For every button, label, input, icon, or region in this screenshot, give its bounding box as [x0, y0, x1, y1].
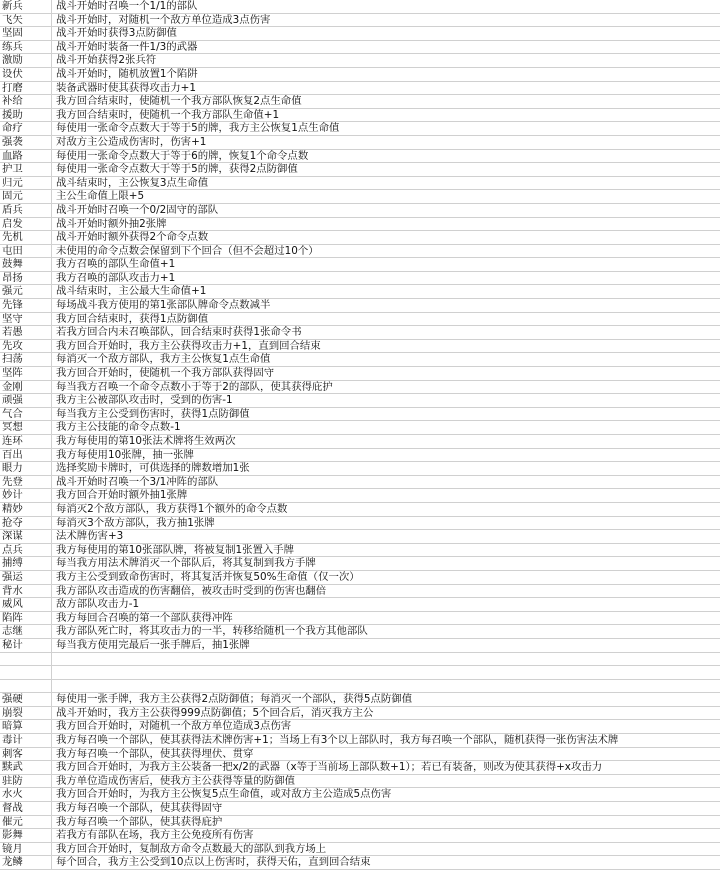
- table-row: [0, 680, 720, 694]
- table-row: [0, 720, 720, 734]
- table-row: [0, 122, 720, 136]
- skill-desc-cell[interactable]: 我方召唤的部队生命值+1: [56, 258, 176, 271]
- table-row: [0, 68, 720, 82]
- skill-name-cell[interactable]: 扫荡: [0, 353, 52, 366]
- skill-desc-cell[interactable]: 战斗结束时，主公最大生命值+1: [56, 285, 207, 298]
- skill-desc-cell[interactable]: 我方回合结束时，使随机一个我方部队恢复2点生命值: [56, 95, 302, 108]
- skill-desc-cell[interactable]: 战斗开始时，对随机一个敌方单位造成3点伤害: [56, 13, 271, 26]
- skill-name-cell[interactable]: 镜月: [0, 843, 52, 856]
- skill-desc-cell[interactable]: 我方主公受到致命伤害时，将其复活并恢复50%生命值（仅一次）: [56, 570, 360, 583]
- skill-name-cell[interactable]: 补给: [0, 95, 52, 108]
- skill-name-cell[interactable]: 强袭: [0, 136, 52, 149]
- skill-desc-cell[interactable]: 我方每召唤一个部队，使其获得埋伏、贯穿: [56, 747, 254, 760]
- skill-name-cell[interactable]: [0, 680, 52, 693]
- skill-desc-cell[interactable]: 若我方回合内未召唤部队，回合结束时获得1张命令书: [56, 326, 302, 339]
- skill-name-cell[interactable]: 驻防: [0, 775, 52, 788]
- skill-desc-cell[interactable]: 战斗开始时召唤一个1/1的部队: [56, 0, 198, 12]
- skill-name-cell[interactable]: 强硬: [0, 693, 52, 706]
- skill-name-cell[interactable]: 强元: [0, 285, 52, 298]
- skill-desc-cell[interactable]: 我方每回合召唤的第一个部队获得冲阵: [56, 611, 233, 624]
- skill-name-cell[interactable]: [0, 653, 52, 666]
- table-row: [0, 340, 720, 354]
- skill-name-cell[interactable]: 盾兵: [0, 204, 52, 217]
- skill-desc-cell[interactable]: 战斗开始时，随机放置1个陷阱: [56, 67, 198, 80]
- skill-desc-cell[interactable]: 战斗开始时额外获得2个命令点数: [56, 231, 209, 244]
- skill-desc-cell[interactable]: 我方回合开始时，复制敌方命令点数最大的部队到我方场上: [56, 842, 327, 855]
- skill-name-cell[interactable]: 黩武: [0, 761, 52, 774]
- skill-desc-cell[interactable]: 战斗开始时召唤一个3/1冲阵的部队: [56, 475, 219, 488]
- skill-desc-cell[interactable]: 每使用一张命令点数大于等于5的牌，我方主公恢复1点生命值: [56, 122, 340, 135]
- skill-desc-cell[interactable]: 我方回合开始时，为我方主公恢复5点生命值，或对敌方主公造成5点伤害: [56, 788, 392, 801]
- table-row: [0, 571, 720, 585]
- table-row: [0, 666, 720, 680]
- table-row: [0, 421, 720, 435]
- skill-name-cell[interactable]: 抢夺: [0, 517, 52, 530]
- table-row: [0, 163, 720, 177]
- skill-name-cell[interactable]: 启发: [0, 218, 52, 231]
- skill-desc-cell[interactable]: 我方回合结束时，使随机一个我方部队生命值+1: [56, 108, 280, 121]
- skill-desc-cell[interactable]: 敌方部队攻击力-1: [56, 598, 140, 611]
- skill-desc-cell[interactable]: 法术牌伤害+3: [56, 530, 124, 543]
- skill-desc-cell[interactable]: 战斗开始时额外抽2张牌: [56, 217, 167, 230]
- table-row: [0, 829, 720, 843]
- table-row: [0, 231, 720, 245]
- skill-desc-cell[interactable]: 我方召唤的部队攻击力+1: [56, 271, 176, 284]
- table-row: [0, 204, 720, 218]
- table-row: [0, 435, 720, 449]
- table-row: [0, 109, 720, 123]
- table-row: [0, 761, 720, 775]
- skill-name-cell[interactable]: 坚固: [0, 27, 52, 40]
- table-row: [0, 272, 720, 286]
- table-row: [0, 394, 720, 408]
- skill-desc-cell[interactable]: 每个回合，我方主公受到10点以上伤害时，获得天佑，直到回合结束: [56, 856, 371, 869]
- table-row: [0, 748, 720, 762]
- skill-desc-cell[interactable]: 我方部队攻击造成的伤害翻倍，被攻击时受到的伤害也翻倍: [56, 584, 327, 597]
- skill-desc-cell[interactable]: 我方每使用10张牌，抽一张牌: [56, 448, 194, 461]
- skill-name-cell[interactable]: 妙计: [0, 489, 52, 502]
- skill-desc-cell[interactable]: 每当我方主公受到伤害时，获得1点防御值: [56, 407, 250, 420]
- table-row: [0, 517, 720, 531]
- skill-desc-cell[interactable]: 我方回合开始时，为我方主公装备一把x/2的武器（x等于当前场上部队数+1）；若已有装备，则改为使其获得+x攻击力: [56, 761, 603, 774]
- table-row: [0, 41, 720, 55]
- skill-name-cell[interactable]: 志继: [0, 625, 52, 638]
- skill-name-cell[interactable]: 催元: [0, 816, 52, 829]
- skill-name-cell[interactable]: 固元: [0, 190, 52, 203]
- skill-name-cell[interactable]: 鼓舞: [0, 258, 52, 271]
- skill-name-cell[interactable]: 先锋: [0, 299, 52, 312]
- table-row: [0, 788, 720, 802]
- skill-name-cell[interactable]: 设伏: [0, 68, 52, 81]
- skill-name-cell[interactable]: 捕缚: [0, 557, 52, 570]
- table-row: [0, 218, 720, 232]
- skill-desc-cell[interactable]: 我方每使用的第10张法术牌将生效两次: [56, 435, 236, 447]
- skill-desc-cell[interactable]: 我方每召唤一个部队，使其获得庇护: [56, 815, 223, 828]
- skill-name-cell[interactable]: 先攻: [0, 340, 52, 353]
- table-row: [0, 285, 720, 299]
- skill-name-cell[interactable]: 打磨: [0, 82, 52, 95]
- table-row: [0, 136, 720, 150]
- table-row: [0, 693, 720, 707]
- skill-name-cell[interactable]: 命疗: [0, 122, 52, 135]
- skill-desc-cell[interactable]: 我方回合开始时额外抽1张牌: [56, 489, 188, 502]
- table-row: [0, 503, 720, 517]
- table-row: [0, 462, 720, 476]
- skill-name-cell[interactable]: 连环: [0, 435, 52, 448]
- table-row: [0, 544, 720, 558]
- skill-name-cell[interactable]: 金刚: [0, 381, 52, 394]
- skill-name-cell[interactable]: 点兵: [0, 544, 52, 557]
- skill-desc-cell[interactable]: 我方单位造成伤害后，使我方主公获得等量的防御值: [56, 774, 295, 787]
- table-row: [0, 381, 720, 395]
- table-row: [0, 802, 720, 816]
- skill-desc-cell[interactable]: 每使用一张手牌，我方主公获得2点防御值；每消灭一个部队，获得5点防御值: [56, 693, 413, 706]
- skill-desc-cell[interactable]: 我方回合结束时，获得1点防御值: [56, 312, 209, 325]
- table-row: [0, 313, 720, 327]
- skill-name-cell[interactable]: 昂扬: [0, 272, 52, 285]
- skill-name-cell[interactable]: 威风: [0, 598, 52, 611]
- table-row: [0, 0, 720, 14]
- table-row: [0, 245, 720, 259]
- skill-name-cell[interactable]: 刺客: [0, 748, 52, 761]
- table-row: [0, 177, 720, 191]
- skill-name-cell[interactable]: 龙鳞: [0, 856, 52, 869]
- skill-name-cell[interactable]: 毒计: [0, 734, 52, 747]
- table-row: [0, 367, 720, 381]
- table-row: [0, 856, 720, 870]
- skill-desc-cell[interactable]: 每场战斗我方使用的第1张部队牌命令点数减半: [56, 299, 271, 312]
- skill-name-cell[interactable]: 屯田: [0, 245, 52, 258]
- skill-desc-cell[interactable]: 每当我方召唤一个命令点数小于等于2的部队，使其获得庇护: [56, 380, 333, 393]
- skill-desc-cell[interactable]: 选择奖励卡牌时，可供选择的牌数增加1张: [56, 462, 250, 475]
- skill-desc-cell[interactable]: 主公生命值上限+5: [56, 190, 145, 203]
- skill-name-cell[interactable]: 护卫: [0, 163, 52, 176]
- skill-desc-cell[interactable]: 我方每召唤一个部队，使其获得固守: [56, 802, 223, 815]
- skill-desc-cell[interactable]: 我方每召唤一个部队，使其获得法术牌伤害+1；当场上有3个以上部队时，我方每召唤一个部队，随机获得一张伤害法术牌: [56, 734, 619, 747]
- skill-desc-cell[interactable]: 每消灭一个敌方部队，我方主公恢复1点生命值: [56, 353, 271, 366]
- skill-name-cell[interactable]: 水火: [0, 788, 52, 801]
- skill-name-cell[interactable]: 援助: [0, 109, 52, 122]
- table-row: [0, 598, 720, 612]
- skill-name-cell[interactable]: 背水: [0, 585, 52, 598]
- table-row: [0, 82, 720, 96]
- skill-desc-cell[interactable]: 每使用一张命令点数大于等于5的牌，获得2点防御值: [56, 163, 298, 176]
- skill-name-cell[interactable]: 若愚: [0, 326, 52, 339]
- table-row: [0, 326, 720, 340]
- skill-name-cell[interactable]: 飞矢: [0, 14, 52, 27]
- skill-desc-cell[interactable]: 战斗开始获得2张兵符: [56, 54, 157, 67]
- skill-name-cell[interactable]: 陷阵: [0, 612, 52, 625]
- skill-name-cell[interactable]: 坚守: [0, 313, 52, 326]
- skill-name-cell[interactable]: 崩裂: [0, 707, 52, 720]
- table-row: [0, 476, 720, 490]
- skill-name-cell[interactable]: 气合: [0, 408, 52, 421]
- skill-desc-cell[interactable]: 若我方有部队在场，我方主公免疫所有伤害: [56, 829, 254, 842]
- skill-name-cell[interactable]: 新兵: [0, 0, 52, 13]
- table-row: [0, 27, 720, 41]
- skill-name-cell[interactable]: 影舞: [0, 829, 52, 842]
- skill-desc-cell[interactable]: 我方主公被部队攻击时，受到的伤害-1: [56, 394, 233, 407]
- table-row: [0, 299, 720, 313]
- table-row: [0, 449, 720, 463]
- skill-desc-cell[interactable]: [52, 666, 720, 679]
- skill-desc-cell[interactable]: 每消灭2个敌方部队，我方获得1个额外的命令点数: [56, 502, 288, 515]
- skill-name-cell[interactable]: 深谋: [0, 530, 52, 543]
- table-row: [0, 54, 720, 68]
- skill-name-cell[interactable]: 眼力: [0, 462, 52, 475]
- skill-desc-cell[interactable]: 装备武器时使其获得攻击力+1: [56, 81, 197, 94]
- skill-desc-cell[interactable]: 战斗开始时，我方主公获得999点防御值；5个回合后，消灭我方主公: [56, 706, 374, 719]
- skill-name-cell[interactable]: 秘计: [0, 639, 52, 652]
- skill-desc-cell[interactable]: [52, 680, 720, 693]
- skill-desc-cell[interactable]: 我方回合开始时，使随机一个我方部队获得固守: [56, 367, 275, 380]
- table-row: [0, 775, 720, 789]
- skill-desc-cell[interactable]: 战斗开始时获得3点防御值: [56, 27, 177, 40]
- skill-name-cell[interactable]: 顽强: [0, 394, 52, 407]
- skill-desc-cell[interactable]: 战斗开始时装备一件1/3的武器: [56, 40, 198, 53]
- skill-name-cell[interactable]: 精妙: [0, 503, 52, 516]
- table-row: [0, 95, 720, 109]
- table-row: [0, 190, 720, 204]
- table-row: [0, 843, 720, 857]
- table-row: [0, 612, 720, 626]
- skill-name-cell[interactable]: 暗算: [0, 720, 52, 733]
- skill-desc-cell[interactable]: 每当我方使用完最后一张手牌后，抽1张牌: [56, 638, 250, 651]
- skill-name-cell[interactable]: 督战: [0, 802, 52, 815]
- table-row: [0, 557, 720, 571]
- skill-name-cell[interactable]: 坚阵: [0, 367, 52, 380]
- skill-desc-cell[interactable]: 每使用一张命令点数大于等于6的牌，恢复1个命令点数: [56, 149, 309, 162]
- skill-desc-cell[interactable]: 我方部队死亡时，将其攻击力的一半，转移给随机一个我方其他部队: [56, 625, 368, 638]
- skill-name-cell[interactable]: 练兵: [0, 41, 52, 54]
- table-row: [0, 258, 720, 272]
- table-row: [0, 639, 720, 653]
- skill-name-cell[interactable]: [0, 666, 52, 679]
- table-row: [0, 625, 720, 639]
- skill-name-cell[interactable]: 百出: [0, 449, 52, 462]
- skill-desc-cell[interactable]: 我方回合开始时，对随机一个敌方单位造成3点伤害: [56, 720, 292, 733]
- table-row: [0, 816, 720, 830]
- skill-name-cell[interactable]: 激励: [0, 54, 52, 67]
- skill-name-cell[interactable]: 先机: [0, 231, 52, 244]
- skill-name-cell[interactable]: 归元: [0, 177, 52, 190]
- table-row: [0, 585, 720, 599]
- skill-desc-cell[interactable]: [52, 653, 720, 666]
- table-row: [0, 530, 720, 544]
- skill-desc-cell[interactable]: 我方每使用的第10张部队牌，将被复制1张置入手牌: [56, 543, 295, 556]
- table-row: [0, 14, 720, 28]
- skill-desc-cell[interactable]: 对敌方主公造成伤害时，伤害+1: [56, 135, 207, 148]
- skill-desc-cell[interactable]: 未使用的命令点数会保留到下个回合（但不会超过10个）: [56, 244, 319, 257]
- skill-name-cell[interactable]: 冥想: [0, 421, 52, 434]
- table-row: [0, 707, 720, 721]
- table-row: [0, 489, 720, 503]
- skill-desc-cell[interactable]: 每消灭3个敌方部队，我方抽1张牌: [56, 516, 215, 529]
- table-row: [0, 653, 720, 667]
- skill-desc-cell[interactable]: 战斗结束时，主公恢复3点生命值: [56, 176, 209, 189]
- skill-desc-cell[interactable]: 战斗开始时召唤一个0/2固守的部队: [56, 203, 219, 216]
- skill-name-cell[interactable]: 先登: [0, 476, 52, 489]
- table-row: [0, 734, 720, 748]
- skill-desc-cell[interactable]: 每当我方用法术牌消灭一个部队后，将其复制到我方手牌: [56, 557, 316, 570]
- table-row: [0, 353, 720, 367]
- skill-desc-cell[interactable]: 我方主公技能的命令点数-1: [56, 421, 181, 434]
- skill-name-cell[interactable]: 强运: [0, 571, 52, 584]
- table-row: [0, 150, 720, 164]
- table-row: [0, 408, 720, 422]
- skill-desc-cell[interactable]: 我方回合开始时，我方主公获得攻击力+1，直到回合结束: [56, 339, 321, 352]
- skill-name-cell[interactable]: 血路: [0, 150, 52, 163]
